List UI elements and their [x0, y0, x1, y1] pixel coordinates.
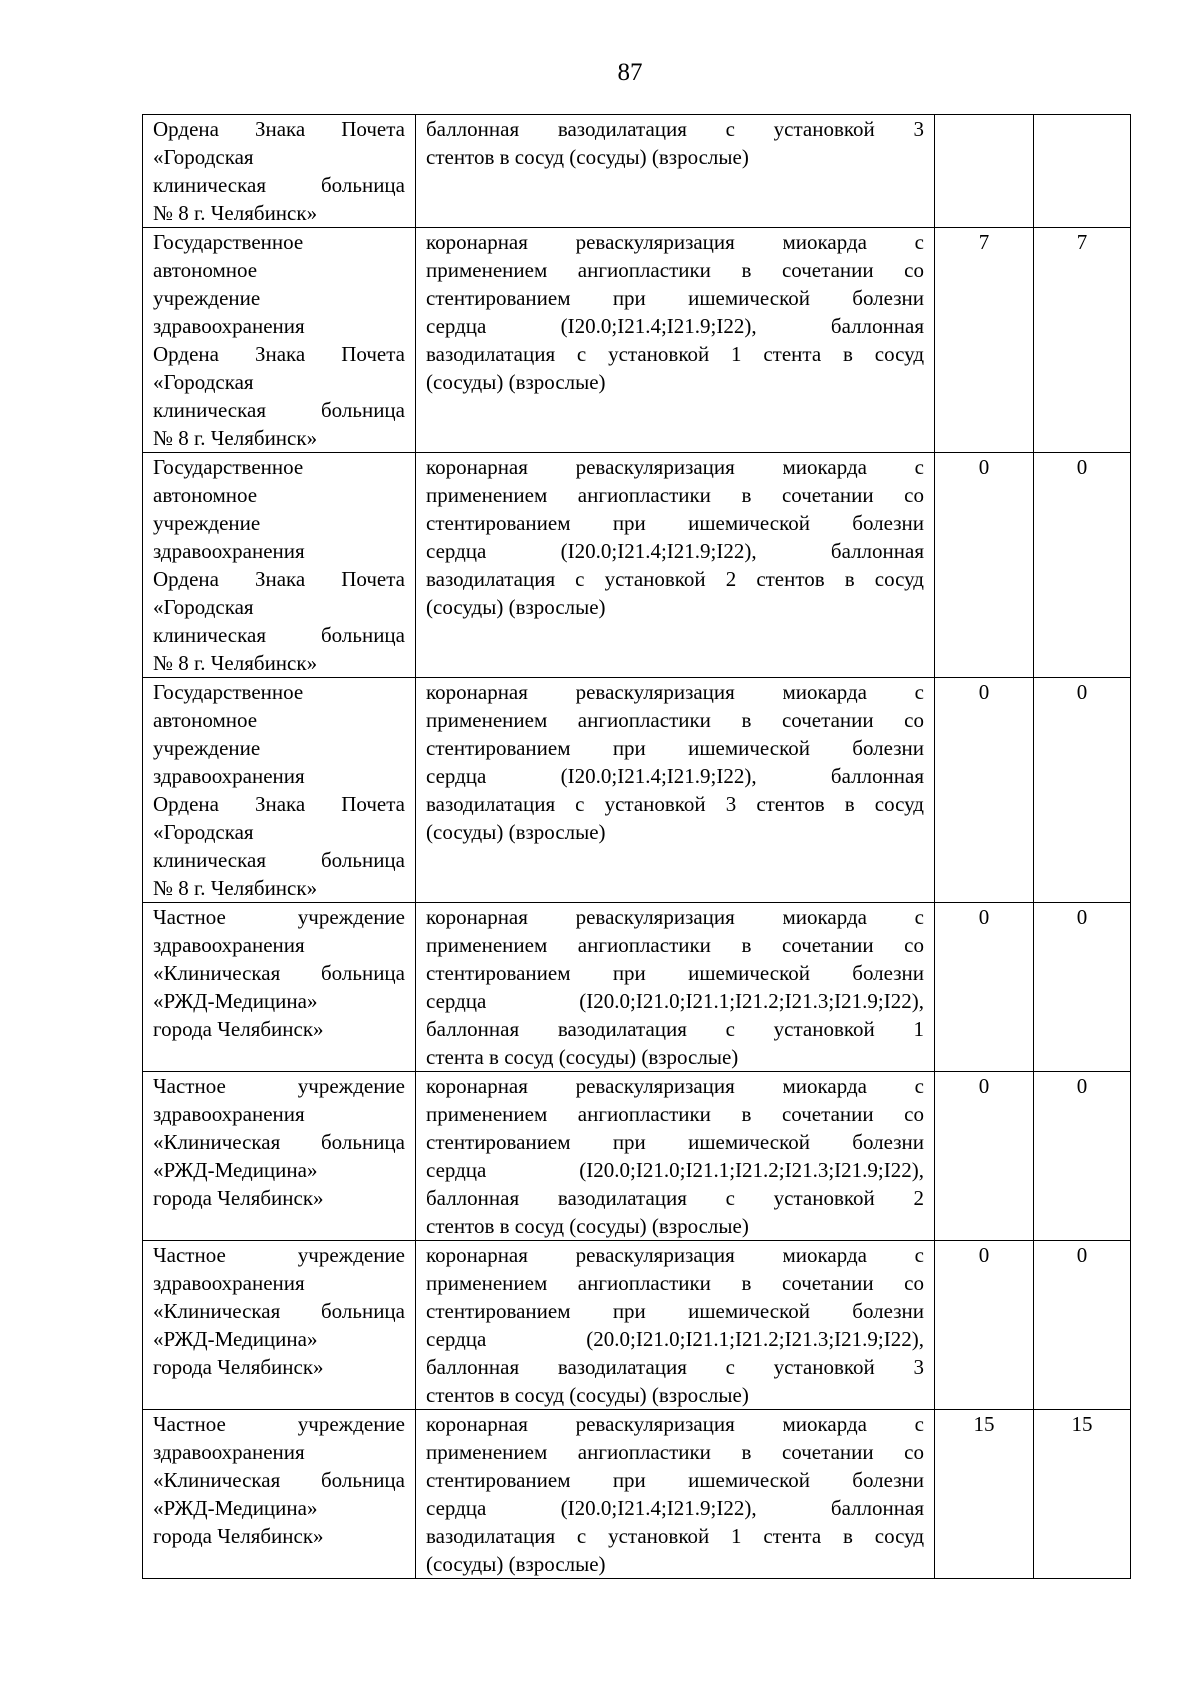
organization-cell-line: Частное учреждение [153, 905, 405, 929]
procedure-description-cell-line: сердца (I20.0;I21.4;I21.9;I22), баллонная [426, 764, 924, 788]
procedure-description-cell-line: стентов в сосуд (сосуды) (взрослые) [426, 145, 749, 169]
organization-cell-line: автономное [153, 483, 258, 507]
procedure-description-cell-line: стентов в сосуд (сосуды) (взрослые) [426, 1214, 749, 1238]
organization-cell-line: Государственное [153, 680, 304, 704]
procedure-description-cell-line: (сосуды) (взрослые) [426, 1552, 606, 1576]
organization-cell [143, 1410, 416, 1579]
organization-cell-line: учреждение [153, 286, 261, 310]
planned-volume-cell: 0 [935, 903, 1034, 1072]
procedure-description-cell-line: вазодилатация с установкой 1 стента в сосуд [426, 342, 924, 366]
organization-cell-line: Государственное [153, 230, 304, 254]
table-row [143, 903, 1131, 1072]
organization-cell-line: № 8 г. Челябинск» [153, 201, 318, 225]
organization-cell-line: «Клиническая больница [153, 961, 405, 985]
organization-cell-line: Государственное [153, 455, 304, 479]
organization-cell-line: города Челябинск» [153, 1355, 324, 1379]
procedure-description-cell-line: баллонная вазодилатация с установкой 1 [426, 1017, 924, 1041]
procedure-description-cell-line: коронарная реваскуляризация миокарда с [426, 680, 924, 704]
medical-care-volume-table [142, 114, 1131, 1579]
organization-cell-line: Частное учреждение [153, 1243, 405, 1267]
procedure-description-cell-line: применением ангиопластики в сочетании со [426, 1440, 924, 1464]
procedure-description-cell-line: применением ангиопластики в сочетании со [426, 933, 924, 957]
organization-cell-line: здравоохранения [153, 764, 305, 788]
organization-cell-line: здравоохранения [153, 539, 305, 563]
organization-cell [143, 453, 416, 678]
procedure-description-cell [416, 1241, 935, 1410]
organization-cell [143, 1241, 416, 1410]
procedure-description-cell-line: стентированием при ишемической болезни [426, 736, 924, 760]
organization-cell-line: Ордена Знака Почета [153, 567, 405, 591]
organization-cell-line: автономное [153, 708, 258, 732]
procedure-description-cell [416, 903, 935, 1072]
organization-cell-line: клиническая больница [153, 398, 405, 422]
table-row [143, 1410, 1131, 1579]
organization-cell-line: Ордена Знака Почета [153, 792, 405, 816]
organization-cell-line: «Городская [153, 370, 254, 394]
procedure-description-cell [416, 228, 935, 453]
organization-cell-line: «Клиническая больница [153, 1468, 405, 1492]
organization-cell-line: автономное [153, 258, 258, 282]
planned-volume-cell: 15 [935, 1410, 1034, 1579]
organization-cell-line: «Городская [153, 595, 254, 619]
total-volume-cell: 15 [1034, 1410, 1131, 1579]
procedure-description-cell-line: (сосуды) (взрослые) [426, 370, 606, 394]
table-row [143, 228, 1131, 453]
total-volume-cell: 0 [1034, 1241, 1131, 1410]
procedure-description-cell-line: сердца (20.0;I21.0;I21.1;I21.2;I21.3;I21.9;I22), [426, 1327, 924, 1351]
procedure-description-cell-line: вазодилатация с установкой 2 стентов в сосуд [426, 567, 924, 591]
procedure-description-cell-line: применением ангиопластики в сочетании со [426, 483, 924, 507]
organization-cell-line: здравоохранения [153, 1271, 305, 1295]
procedure-description-cell-line: применением ангиопластики в сочетании со [426, 258, 924, 282]
procedure-description-cell-line: стента в сосуд (сосуды) (взрослые) [426, 1045, 739, 1069]
procedure-description-cell-line: коронарная реваскуляризация миокарда с [426, 905, 924, 929]
procedure-description-cell-line: стентированием при ишемической болезни [426, 1299, 924, 1323]
procedure-description-cell-line: коронарная реваскуляризация миокарда с [426, 1412, 924, 1436]
procedure-description-cell-line: вазодилатация с установкой 1 стента в сосуд [426, 1524, 924, 1548]
organization-cell-line: Ордена Знака Почета [153, 117, 405, 141]
organization-cell [143, 678, 416, 903]
procedure-description-cell-line: сердца (I20.0;I21.0;I21.1;I21.2;I21.3;I21.9;I22), [426, 1158, 924, 1182]
procedure-description-cell-line: коронарная реваскуляризация миокарда с [426, 1074, 924, 1098]
procedure-description-cell-line: стентированием при ишемической болезни [426, 1468, 924, 1492]
planned-volume-cell: 0 [935, 453, 1034, 678]
page-number: 87 [617, 59, 643, 86]
procedure-description-cell-line: стентированием при ишемической болезни [426, 1130, 924, 1154]
procedure-description-cell-line: стентированием при ишемической болезни [426, 511, 924, 535]
total-volume-cell: 0 [1034, 1072, 1131, 1241]
planned-volume-cell: 0 [935, 1072, 1034, 1241]
procedure-description-cell-line: сердца (I20.0;I21.0;I21.1;I21.2;I21.3;I21.9;I22), [426, 989, 924, 1013]
organization-cell-line: здравоохранения [153, 933, 305, 957]
procedure-description-cell-line: баллонная вазодилатация с установкой 3 [426, 1355, 924, 1379]
procedure-description-cell-line: коронарная реваскуляризация миокарда с [426, 455, 924, 479]
planned-volume-cell: 0 [935, 678, 1034, 903]
planned-volume-cell: 0 [935, 1241, 1034, 1410]
procedure-description-cell-line: баллонная вазодилатация с установкой 3 [426, 117, 924, 141]
organization-cell-line: города Челябинск» [153, 1017, 324, 1041]
procedure-description-cell-line: стентированием при ишемической болезни [426, 961, 924, 985]
organization-cell-line: здравоохранения [153, 314, 305, 338]
organization-cell [143, 903, 416, 1072]
organization-cell-line: клиническая больница [153, 623, 405, 647]
total-volume-cell: 0 [1034, 453, 1131, 678]
procedure-description-cell-line: применением ангиопластики в сочетании со [426, 1271, 924, 1295]
procedure-description-cell-line: вазодилатация с установкой 3 стентов в сосуд [426, 792, 924, 816]
procedure-description-cell [416, 115, 935, 228]
organization-cell-line: № 8 г. Челябинск» [153, 426, 318, 450]
table-row [143, 1072, 1131, 1241]
organization-cell [143, 115, 416, 228]
procedure-description-cell-line: сердца (I20.0;I21.4;I21.9;I22), баллонная [426, 539, 924, 563]
organization-cell-line: Частное учреждение [153, 1074, 405, 1098]
table-body [143, 115, 1131, 1579]
organization-cell-line: «Городская [153, 820, 254, 844]
procedure-description-cell-line: применением ангиопластики в сочетании со [426, 708, 924, 732]
organization-cell-line: «Городская [153, 145, 254, 169]
planned-volume-cell [935, 115, 1034, 228]
organization-cell-line: Ордена Знака Почета [153, 342, 405, 366]
procedure-description-cell-line: стентированием при ишемической болезни [426, 286, 924, 310]
planned-volume-cell: 7 [935, 228, 1034, 453]
procedure-description-cell-line: (сосуды) (взрослые) [426, 820, 606, 844]
organization-cell-line: города Челябинск» [153, 1186, 324, 1210]
organization-cell-line: клиническая больница [153, 848, 405, 872]
table-row [143, 453, 1131, 678]
procedure-description-cell [416, 1410, 935, 1579]
organization-cell-line: Частное учреждение [153, 1412, 405, 1436]
organization-cell-line: здравоохранения [153, 1440, 305, 1464]
total-volume-cell: 7 [1034, 228, 1131, 453]
organization-cell-line: «РЖД-Медицина» [153, 989, 318, 1013]
procedure-description-cell-line: баллонная вазодилатация с установкой 2 [426, 1186, 924, 1210]
table-row [143, 115, 1131, 228]
procedure-description-cell-line: применением ангиопластики в сочетании со [426, 1102, 924, 1126]
organization-cell-line: города Челябинск» [153, 1524, 324, 1548]
total-volume-cell [1034, 115, 1131, 228]
organization-cell-line: учреждение [153, 511, 261, 535]
procedure-description-cell-line: коронарная реваскуляризация миокарда с [426, 1243, 924, 1267]
organization-cell [143, 228, 416, 453]
procedure-description-cell-line: коронарная реваскуляризация миокарда с [426, 230, 924, 254]
procedure-description-cell-line: сердца (I20.0;I21.4;I21.9;I22), баллонная [426, 1496, 924, 1520]
organization-cell-line: «РЖД-Медицина» [153, 1158, 318, 1182]
procedure-description-cell-line: сердца (I20.0;I21.4;I21.9;I22), баллонная [426, 314, 924, 338]
organization-cell-line: клиническая больница [153, 173, 405, 197]
total-volume-cell: 0 [1034, 678, 1131, 903]
table-row [143, 678, 1131, 903]
organization-cell-line: «Клиническая больница [153, 1299, 405, 1323]
organization-cell-line: № 8 г. Челябинск» [153, 876, 318, 900]
procedure-description-cell-line: стентов в сосуд (сосуды) (взрослые) [426, 1383, 749, 1407]
organization-cell-line: «РЖД-Медицина» [153, 1327, 318, 1351]
organization-cell-line: здравоохранения [153, 1102, 305, 1126]
organization-cell [143, 1072, 416, 1241]
organization-cell-line: № 8 г. Челябинск» [153, 651, 318, 675]
procedure-description-cell-line: (сосуды) (взрослые) [426, 595, 606, 619]
organization-cell-line: учреждение [153, 736, 261, 760]
table-row [143, 1241, 1131, 1410]
total-volume-cell: 0 [1034, 903, 1131, 1072]
procedure-description-cell [416, 453, 935, 678]
organization-cell-line: «РЖД-Медицина» [153, 1496, 318, 1520]
organization-cell-line: «Клиническая больница [153, 1130, 405, 1154]
procedure-description-cell [416, 678, 935, 903]
procedure-description-cell [416, 1072, 935, 1241]
